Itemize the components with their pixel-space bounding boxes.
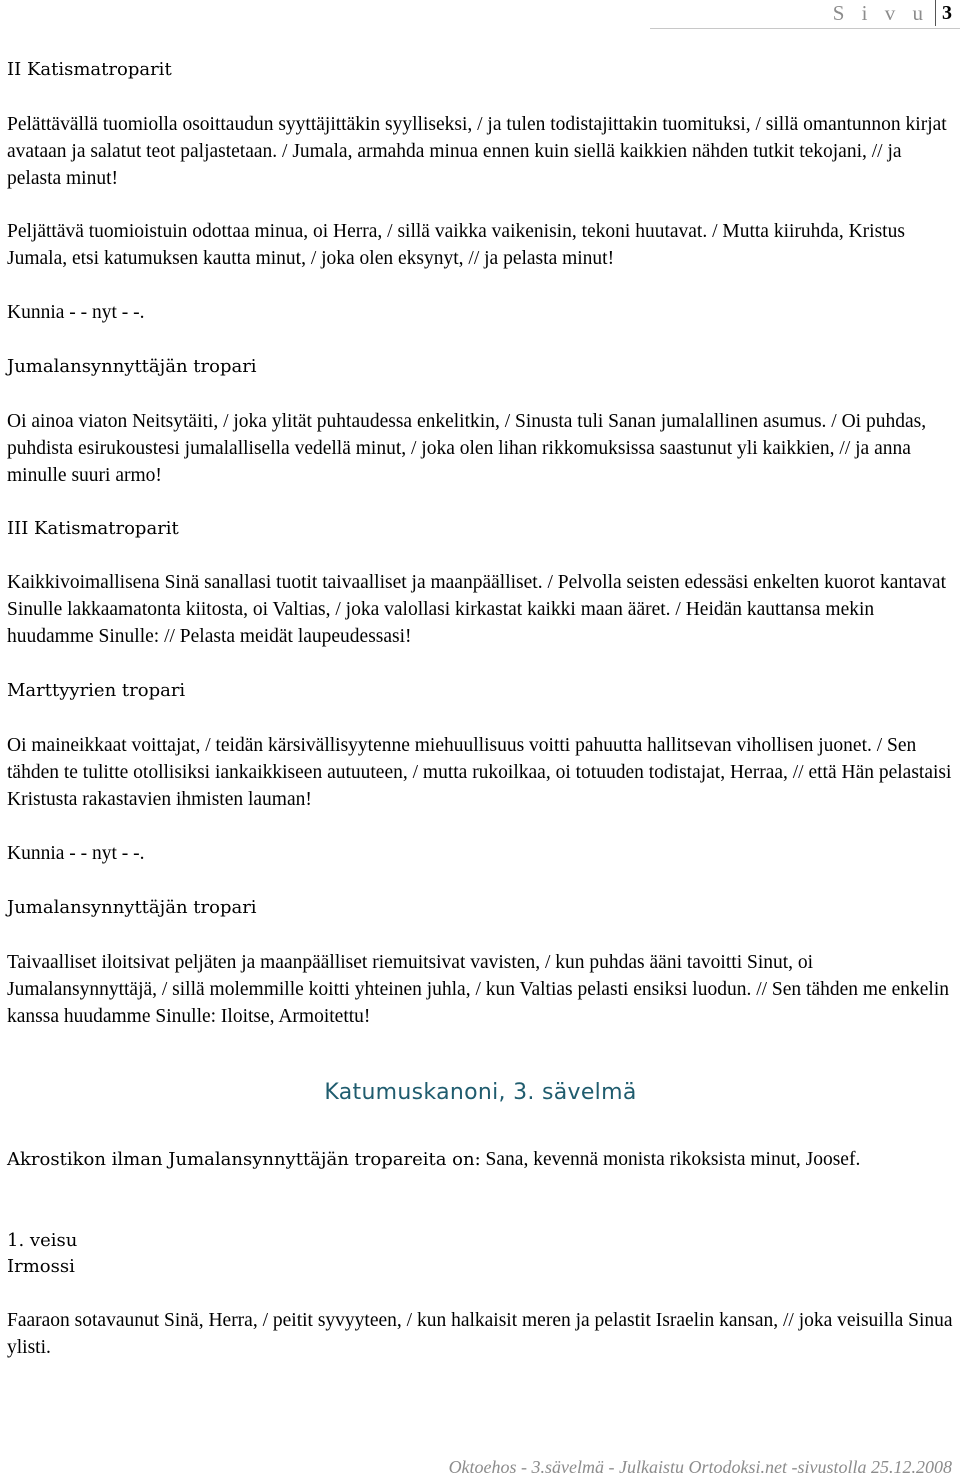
paragraph: Kaikkivoimallisena Sinä sanallasi tuotit taivaalliset ja maanpäälliset. / Pelvolla seisten edessäsi enkelten kuorot kantavat Sinulle lakkaamatonta kiitosta, oi Valtias, / joka valollasi kirkastat kaikki maan ääret. / Heidän kauttansa mekin huudamme Sinulle: // Pelasta meidät laupeudessasi! xyxy=(7,572,946,647)
header-divider xyxy=(650,28,960,29)
paragraph: Peljättävä tuomioistuin odottaa minua, oi Herra, / sillä vaikka vaikenisin, tekoni huutavat. / Mutta kiiruhda, Kristus Jumala, etsi katumuksen kautta minut, / joka olen eksynyt, // ja pelasta minut! xyxy=(7,221,905,269)
section-heading-marttyyrien-tropari: Marttyyrien tropari xyxy=(7,680,186,701)
page-label: S i v u xyxy=(832,1,929,25)
section-heading-katismatroparit-2: II Katismatroparit xyxy=(7,59,172,80)
akrostikon-text: Sana, kevennä monista rikoksista minut, Joosef. xyxy=(480,1149,861,1170)
paragraph: Oi maineikkaat voittajat, / teidän kärsivällisyytenne miehuullisuus voitti pahuutta hallitsevan vihollisen juonet. / Sen tähden te tulitte otollisiksi iankaikkiseen autuuteen, / mutta rukoilkaa, oi totuuden todistajat, Herraa, // että Hän pelastaisi Kristusta rakastavien ihmisten lauman! xyxy=(7,735,952,810)
irmossi-label: Irmossi xyxy=(7,1256,75,1277)
paragraph: Faaraon sotavaunut Sinä, Herra, / peitit syvyyteen, / kun halkaisit meren ja pelastit Israelin kansan, // joka veisuilla Sinua ylisti. xyxy=(7,1310,953,1358)
canon-title: Katumuskanoni, 3. sävelmä xyxy=(324,1080,637,1105)
section-heading-jumalansynnyttajan-tropari: Jumalansynnyttäjän tropari xyxy=(7,897,257,918)
page-number: 3 xyxy=(935,0,952,26)
kunnia-line: Kunnia - - nyt - -. xyxy=(7,302,145,323)
veisu-label: 1. veisu xyxy=(7,1230,78,1251)
page-footer: Oktoehos - 3.sävelmä - Julkaistu Ortodoksi.net -sivustolla 25.12.2008 xyxy=(448,1457,952,1477)
akrostikon-label: Akrostikon ilman Jumalansynnyttäjän tropareita on: xyxy=(7,1149,481,1170)
kunnia-line: Kunnia - - nyt - -. xyxy=(7,843,145,864)
paragraph: Taivaalliset iloitsivat peljäten ja maanpäälliset riemuitsivat vavisten, / kun puhdas ääni tavoitti Sinut, oi Jumalansynnyttäjä, / sillä molemmille koitti yhteinen juhla, / kun Valtias pelasti ensiksi luodun. // Sen tähden me enkelin kanssa huudamme Sinulle: Iloitse, Armoitettu! xyxy=(7,952,949,1027)
paragraph: Pelättävällä tuomiolla osoittaudun syyttäjittäkin syylliseksi, / ja tulen todistajittakin tuomituksi, / sillä omantunnon kirjat avataan ja salatut teot paljastetaan. / Jumala, armahda minua ennen kuin siellä kaikkien nähden tutkit tekojani, // ja pelasta minut! xyxy=(7,114,947,189)
section-heading-jumalansynnyttajan-tropari: Jumalansynnyttäjän tropari xyxy=(7,356,257,377)
akrostikon-paragraph xyxy=(7,1146,954,1173)
section-heading-katismatroparit-3: III Katismatroparit xyxy=(7,518,179,539)
paragraph: Oi ainoa viaton Neitsytäiti, / joka ylität puhtaudessa enkelitkin, / Sinusta tuli Sanan jumalallinen asumus. / Oi puhdas, puhdista esirukoustesi jumalallisella vedellä minut, / joka olen lihan rikkomuksissa saastunut yli kaikkien, // ja anna minulle suuri armo! xyxy=(7,411,927,486)
page-header xyxy=(833,0,952,28)
